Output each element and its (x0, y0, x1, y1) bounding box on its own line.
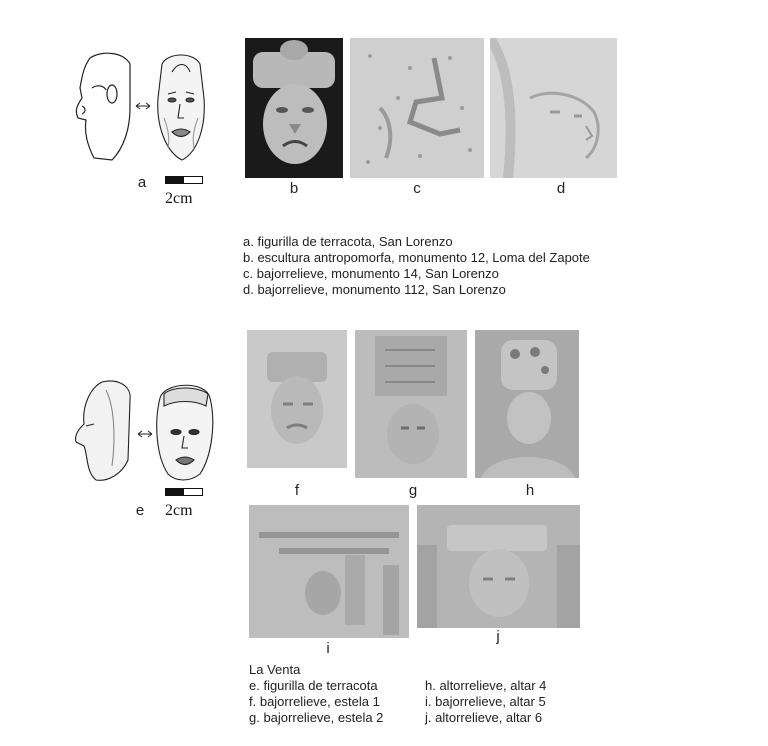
photo-j-relief (417, 505, 580, 628)
photo-d-relief (490, 38, 617, 178)
figurine-e-drawing (72, 376, 222, 486)
caption-c: c. bajorrelieve, monumento 14, San Lorenzo (243, 266, 499, 281)
scale-bar-bottom (165, 488, 203, 496)
photo-i (249, 505, 409, 638)
figure-letter-g: g (408, 482, 418, 499)
photo-i-relief (249, 505, 409, 638)
photo-b-sculpture (245, 38, 343, 178)
photo-f (247, 330, 347, 468)
photo-d (490, 38, 617, 178)
figurine-e-profile (76, 381, 131, 480)
photo-h (475, 330, 579, 478)
photo-b (245, 38, 343, 178)
figure-letter-e: e (135, 502, 145, 519)
scale-label-bottom: 2cm (165, 502, 193, 519)
figure-letter-j: j (496, 628, 500, 645)
caption-d: d. bajorrelieve, monumento 112, San Lorenzo (243, 282, 506, 297)
caption-e: e. figurilla de terracota (249, 678, 378, 693)
figure-letter-a: a (137, 174, 147, 191)
figure-letter-f: f (294, 482, 300, 499)
photo-c-relief (350, 38, 484, 178)
caption-b: b. escultura antropomorfa, monumento 12, Loma del Zapote (243, 250, 590, 265)
scale-bar-top (165, 176, 203, 184)
photo-c (350, 38, 484, 178)
photo-g (355, 330, 467, 478)
figure-letter-h: h (525, 482, 535, 499)
figurine-a-drawing (72, 48, 212, 168)
caption-g: g. bajorrelieve, estela 2 (249, 710, 384, 725)
scale-label-top: 2cm (165, 190, 193, 207)
caption-h: h. altorrelieve, altar 4 (425, 678, 547, 693)
figure-letter-c: c (413, 180, 421, 197)
view-arrow-e (138, 431, 152, 437)
caption-f: f. bajorrelieve, estela 1 (249, 694, 380, 709)
caption-i: i. bajorrelieve, altar 5 (425, 694, 546, 709)
figurine-a-profile (76, 53, 130, 160)
figurine-e-front (157, 385, 213, 480)
figurine-a-front (158, 55, 205, 160)
view-arrow (136, 103, 150, 109)
photo-j (417, 505, 580, 628)
photo-h-relief (475, 330, 579, 478)
figure-letter-b: b (289, 180, 299, 197)
caption-site: La Venta (249, 662, 301, 677)
photo-f-relief (247, 330, 347, 468)
photo-g-relief (355, 330, 467, 478)
figure-letter-d: d (556, 180, 566, 197)
caption-j: j. altorrelieve, altar 6 (425, 710, 543, 725)
caption-a: a. figurilla de terracota, San Lorenzo (243, 234, 453, 249)
figure-letter-i: i (326, 640, 330, 657)
